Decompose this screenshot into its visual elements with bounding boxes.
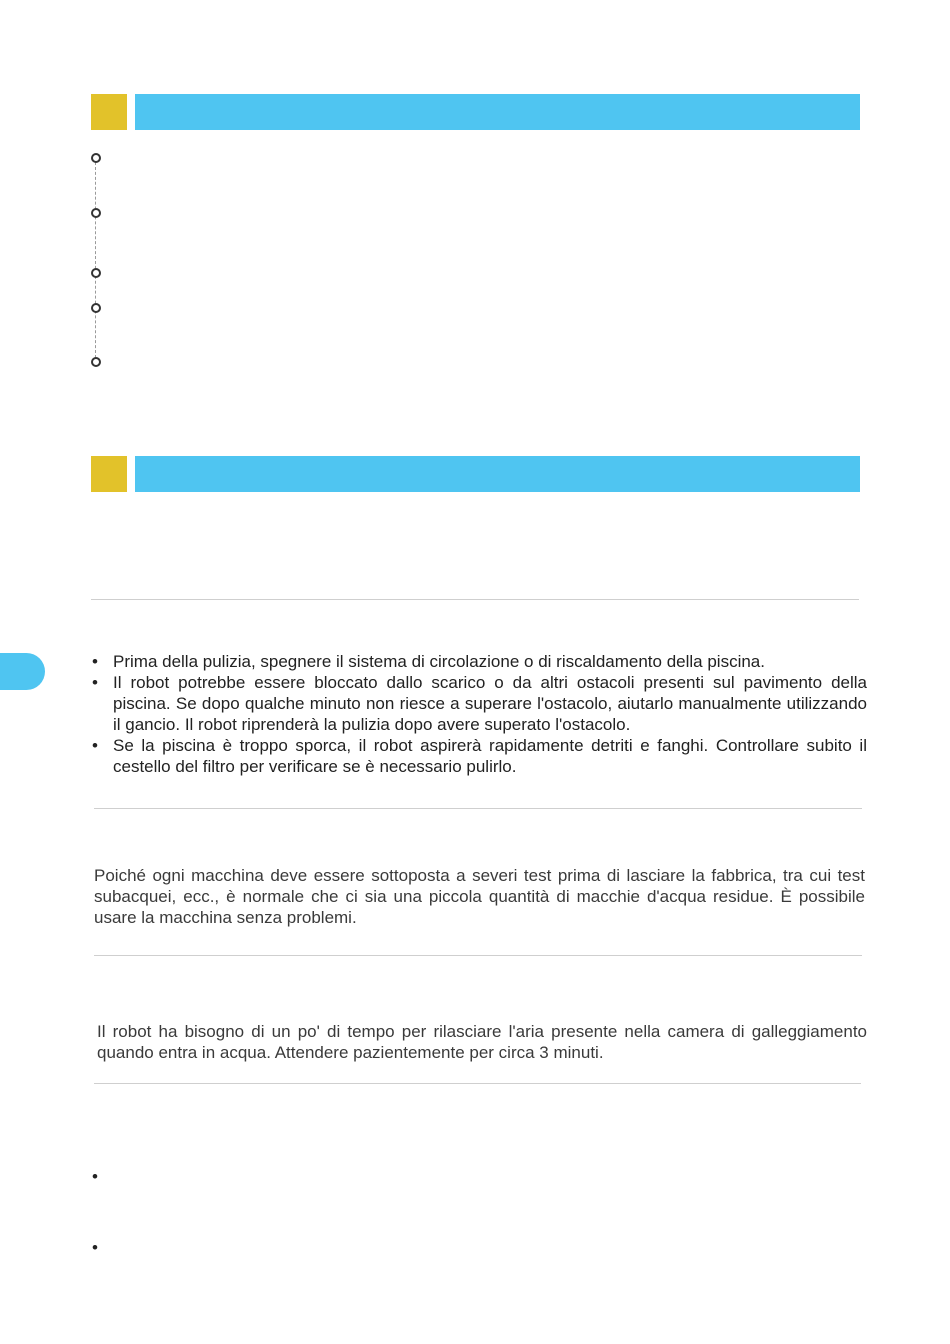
section-marker-1	[91, 94, 127, 130]
timeline-line	[95, 162, 96, 358]
list-item-text: • Se la piscina è troppo sporca, il robot aspirerà rapidamente detriti e fanghi. Controllare subito il cestello del filtro per verificare se è necessario pulirlo.	[113, 736, 867, 776]
list-item	[92, 651, 867, 672]
timeline-dot	[91, 208, 101, 218]
paragraph-factory-test: Poiché ogni macchina deve essere sottoposta a severi test prima di lasciare la fabbrica, tra cui test subacquei, ecc., è normale che ci sia una piccola quantità di macchie d'acqua residue. È possibile usare la macchina senza problemi.	[94, 866, 865, 927]
list-item	[92, 672, 867, 735]
section-marker-2	[91, 456, 127, 492]
divider	[94, 955, 862, 956]
divider	[94, 1083, 861, 1084]
bullet-marker: •	[92, 1238, 98, 1257]
section-header-bar-2	[135, 456, 860, 492]
timeline-dot	[91, 153, 101, 163]
timeline-dot	[91, 268, 101, 278]
section-header-bar-1	[135, 94, 860, 130]
paragraph-air-release: Il robot ha bisogno di un po' di tempo per rilasciare l'aria presente nella camera di galleggiamento quando entra in acqua. Attendere pazientemente per circa 3 minuti.	[97, 1022, 867, 1062]
divider	[91, 599, 859, 600]
timeline-dot	[91, 303, 101, 313]
list-item	[92, 735, 867, 777]
list-item-text: • Il robot potrebbe essere bloccato dallo scarico o da altri ostacoli presenti sul pavimento della piscina. Se dopo qualche minuto non riesce a superare l'ostacolo, aiutarlo manualmente utilizzando il gancio. Il robot riprenderà la pulizia dopo avere superato l'ostacolo.	[113, 673, 867, 734]
list-item-text: • Prima della pulizia, spegnere il sistema di circolazione o di riscaldamento della piscina.	[113, 652, 765, 671]
divider	[94, 808, 862, 809]
side-page-tab	[0, 653, 45, 690]
timeline-dot	[91, 357, 101, 367]
bullet-marker: •	[92, 1167, 98, 1186]
